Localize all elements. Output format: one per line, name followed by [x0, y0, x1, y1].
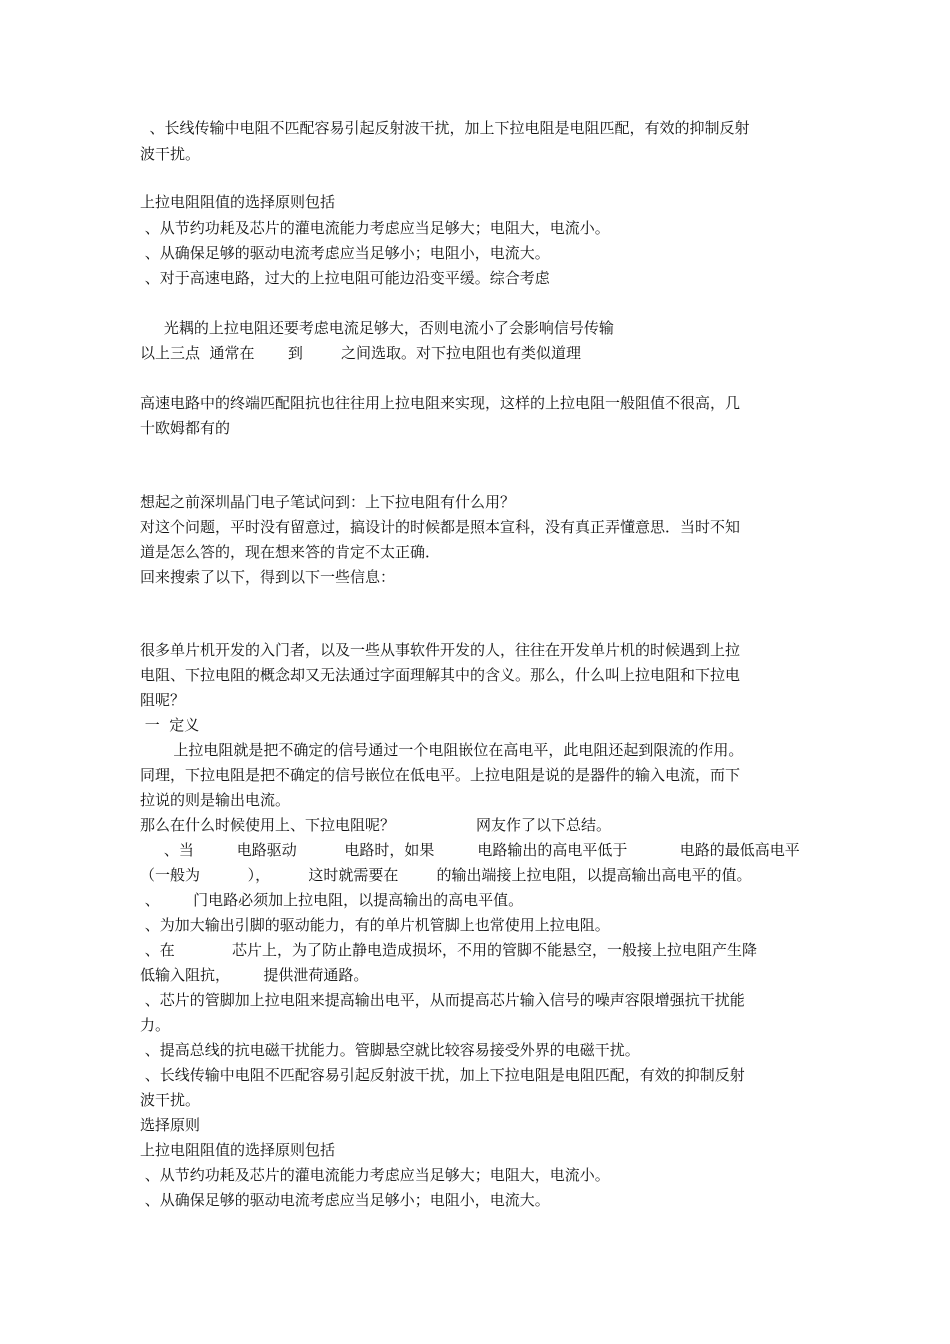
list-item: 、对于高速电路，过大的上拉电阻可能边沿变平缓。综合考虑 — [140, 269, 550, 287]
text-line: 低输入阻抗， 提供泄荷通路。 — [140, 966, 369, 984]
text-line: 波干扰。 — [140, 1091, 201, 1109]
text-line: 阻呢？ — [140, 691, 186, 709]
section-heading: 一 定义 — [140, 716, 200, 734]
section-heading: 上拉电阻阻值的选择原则包括 — [140, 1141, 336, 1159]
text-line: 那么在什么时候使用上、下拉电阻呢？ 网友作了以下总结。 — [140, 816, 612, 834]
list-item: 、从确保足够的驱动电流考虑应当足够小；电阻小，电流大。 — [140, 1191, 550, 1209]
list-item: 、从节约功耗及芯片的灌电流能力考虑应当足够大；电阻大，电流小。 — [140, 219, 610, 237]
list-item: 、为加大输出引脚的驱动能力，有的单片机管脚上也常使用上拉电阻。 — [140, 916, 610, 934]
text-line: 对这个问题，平时没有留意过，搞设计的时候都是照本宣科，没有真正弄懂意思．当时不知 — [140, 518, 741, 536]
text-line: 同理，下拉电阻是把不确定的信号嵌位在低电平。上拉电阻是说的是器件的输入电流，而下 — [140, 766, 741, 784]
text-line: 、长线传输中电阻不匹配容易引起反射波干扰，加上下拉电阻是电阻匹配，有效的抑制反射 — [140, 119, 750, 137]
text-line: 以上三点 通常在 到 之间选取。对下拉电阻也有类似道理 — [140, 344, 582, 362]
text-line: 十欧姆都有的 — [140, 419, 231, 437]
text-line: 上拉电阻就是把不确定的信号通过一个电阻嵌位在高电平，此电阻还起到限流的作用。 — [140, 741, 744, 759]
text-line: （一般为 ）， 这时就需要在 的输出端接上拉电阻，以提高输出高电平的值。 — [140, 866, 752, 884]
list-item: 、 门电路必须加上拉电阻，以提高输出的高电平值。 — [140, 891, 524, 909]
text-line: 电阻、下拉电阻的概念却又无法通过字面理解其中的含义。那么，什么叫上拉电阻和下拉电 — [140, 666, 741, 684]
section-heading: 选择原则 — [140, 1116, 201, 1134]
text-line: 波干扰。 — [140, 145, 201, 163]
list-item: 、当 电路驱动 电路时，如果 电路输出的高电平低于 电路的最低高电平 — [140, 841, 800, 859]
text-line: 回来搜索了以下，得到以下一些信息： — [140, 568, 396, 586]
text-line: 高速电路中的终端匹配阻抗也往往用上拉电阻来实现，这样的上拉电阻一般阻值不很高，几 — [140, 394, 741, 412]
list-item: 、长线传输中电阻不匹配容易引起反射波干扰，加上下拉电阻是电阻匹配，有效的抑制反射 — [140, 1066, 745, 1084]
text-line: 光耦的上拉电阻还要考虑电流足够大，否则电流小了会影响信号传输 — [140, 319, 614, 337]
list-item: 、从节约功耗及芯片的灌电流能力考虑应当足够大；电阻大，电流小。 — [140, 1166, 610, 1184]
text-line: 力。 — [140, 1016, 171, 1034]
list-item: 、芯片的管脚加上拉电阻来提高输出电平，从而提高芯片输入信号的噪声容限增强抗干扰能 — [140, 991, 745, 1009]
list-item: 、在 芯片上，为了防止静电造成损坏，不用的管脚不能悬空，一般接上拉电阻产生降 — [140, 941, 757, 959]
text-line: 拉说的则是输出电流。 — [140, 791, 291, 809]
text-line: 道是怎么答的，现在想来答的肯定不太正确． — [140, 543, 441, 561]
section-heading: 上拉电阻阻值的选择原则包括 — [140, 193, 336, 211]
text-line: 想起之前深圳晶门电子笔试问到：上下拉电阻有什么用？ — [140, 493, 516, 511]
list-item: 、从确保足够的驱动电流考虑应当足够小；电阻小，电流大。 — [140, 244, 550, 262]
text-line: 很多单片机开发的入门者，以及一些从事软件开发的人，往往在开发单片机的时候遇到上拉 — [140, 641, 741, 659]
list-item: 、提高总线的抗电磁干扰能力。管脚悬空就比较容易接受外界的电磁干扰。 — [140, 1041, 640, 1059]
